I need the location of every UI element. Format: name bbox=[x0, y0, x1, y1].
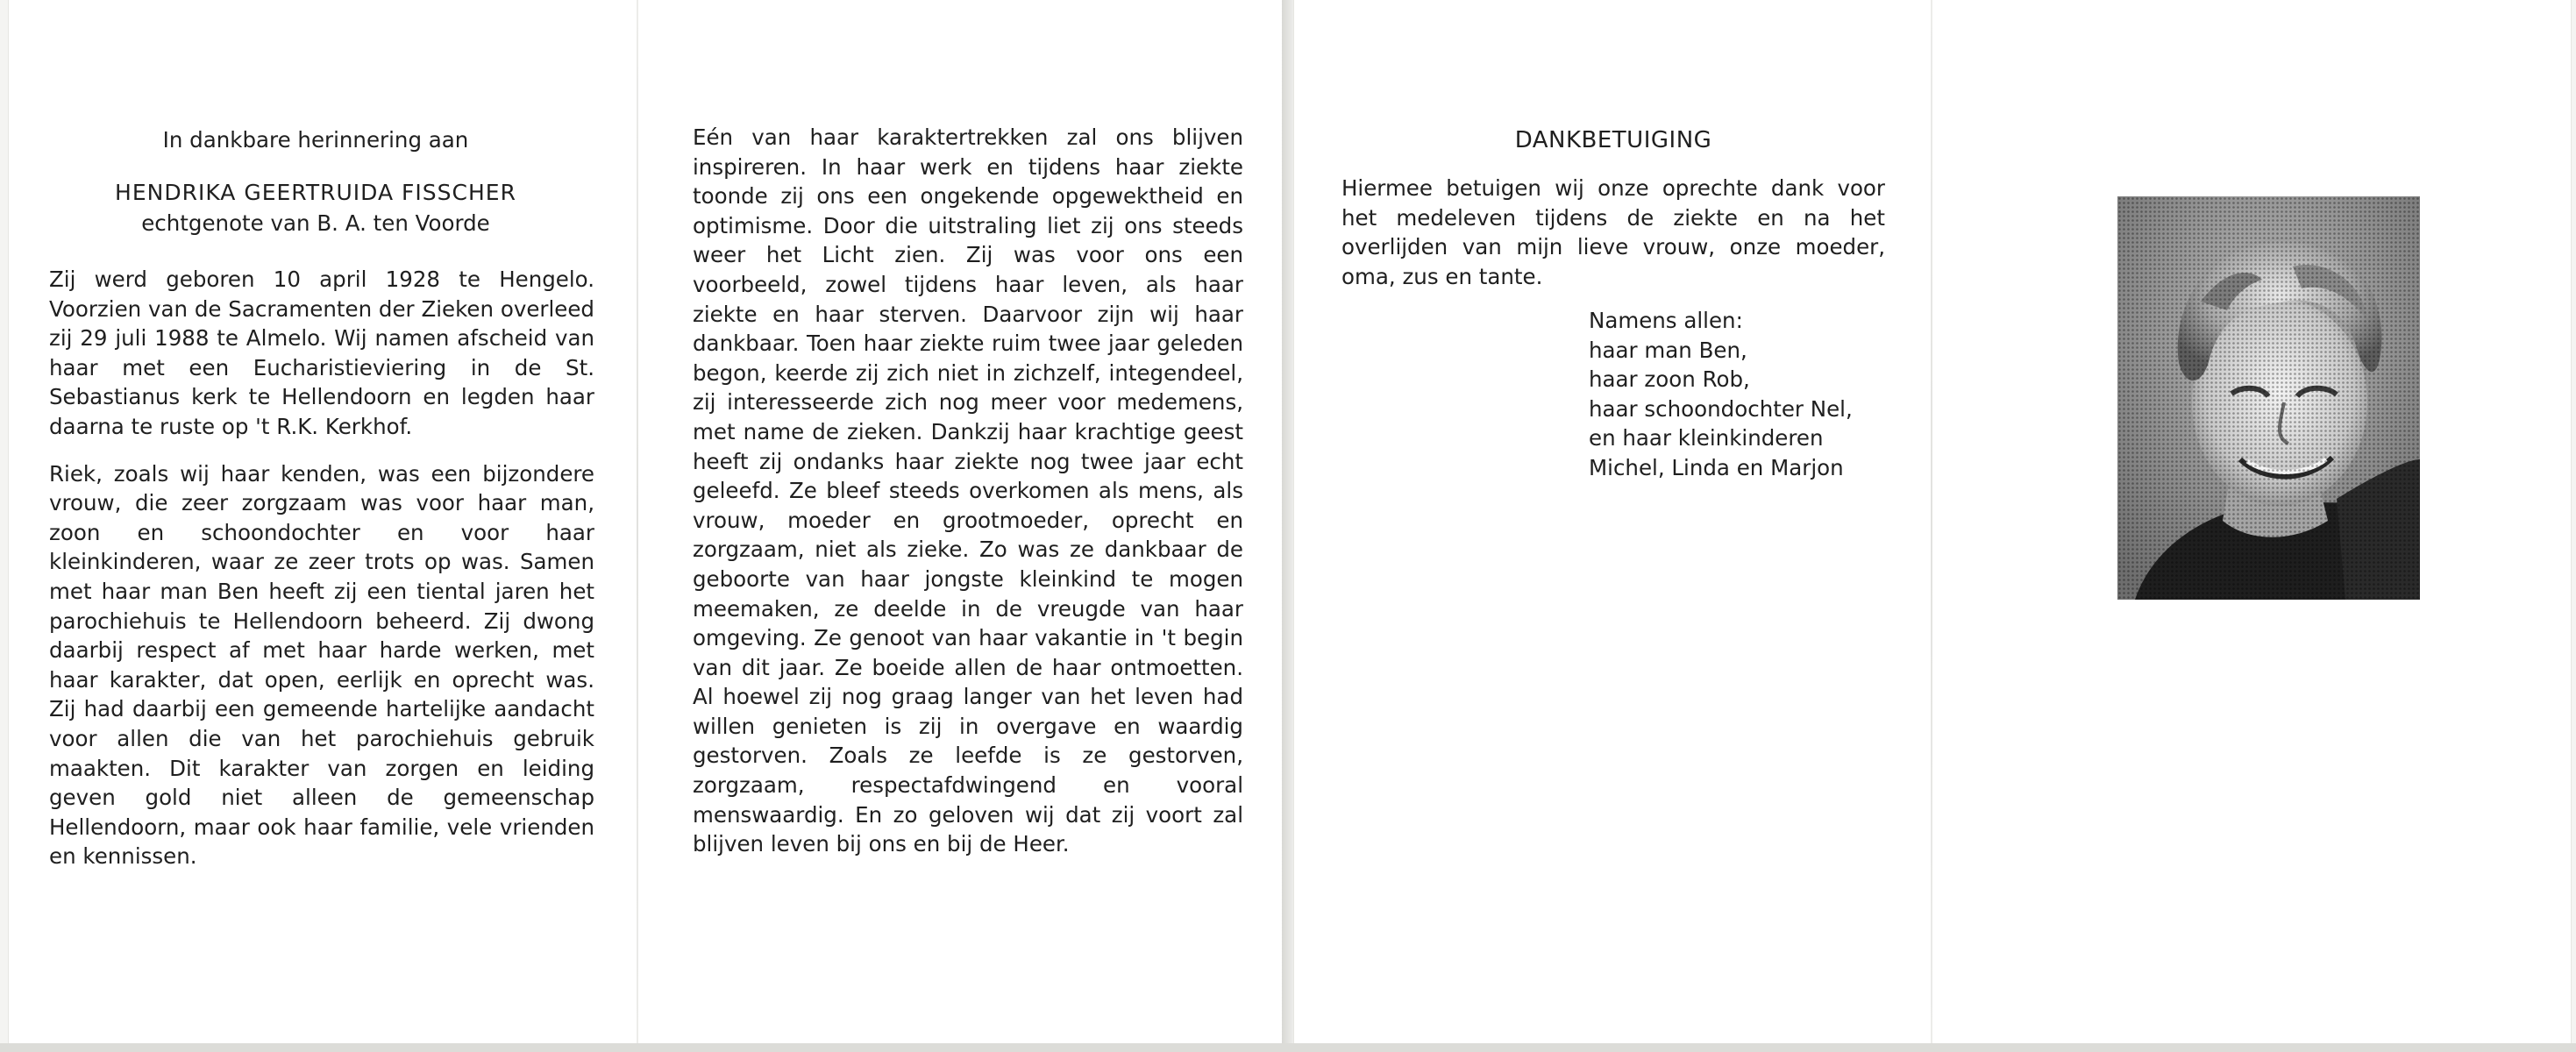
thanks-paragraph: Hiermee betuigen wij onze oprechte dank voor het medeleven tijdens de ziekte en na het overlijden van mijn lieve vrouw, onze moeder, oma, zus en tante. bbox=[1341, 175, 1885, 289]
signatory-line: Michel, Linda en Marjon bbox=[1589, 454, 1844, 480]
signatory-line: haar zoon Rob, bbox=[1589, 366, 1750, 393]
spouse-line: echtgenote van B. A. ten Voorde bbox=[141, 210, 490, 236]
biography-paragraph: Eén van haar karaktertrekken zal ons blijven inspireren. In haar werk en tijdens haar ziekte toonde zij ons een ongekende opgewektheid en optimisme. Door die uitstraling liet zij ons steeds weer het Licht zien. Zij was voor ons een voorbeeld, zowel tijdens haar leven, als haar ziekte en haar sterven. Daarvoor zijn wij haar dankbaar. Toen haar ziekte ruim twee jaar geleden begon, keerde zij zich niet in zichzelf, integendeel, zij interesseerde zich nog meer voor medemens, met name de zieken. Dankzij haar krachtige geest heeft zij ondanks haar ziekte nog twee jaar echt geleefd. Ze bleef steeds overkomen als mens, als vrouw, moeder en grootmoeder, oprecht en zorgzaam, niet als zieke. Zo was ze dankbaar de geboorte van haar jongste kleinkind te mogen meemaken, ze deelde in de vreugde van haar omgeving. Ze genoot van haar vakantie in 't begin van dit jaar. Ze boeide allen de haar ontmoetten. Al hoewel zij nog graag langer van het leven had willen genieten is zij in overgave en waardig gestorven. Zoals ze leefde is ze gestorven, zorgzaam, respectafdwingend en vooral menswaardig. En zo geloven wij dat zij voort zal blijven leven bij ons en bij de Heer. bbox=[693, 124, 1243, 857]
intro-line: In dankbare herinnering aan bbox=[162, 127, 469, 153]
signatory-line: haar man Ben, bbox=[1589, 337, 1747, 363]
signatory-line: en haar kleinkinderen bbox=[1589, 425, 1824, 451]
signatory-line: haar schoondochter Nel, bbox=[1589, 395, 1853, 422]
biography-column-1 bbox=[49, 265, 594, 871]
thanks-text bbox=[1341, 174, 1885, 291]
biography-paragraph: Zij werd geboren 10 april 1928 te Hengelo. Voorzien van de Sacramenten der Zieken overleed zij 29 juli 1988 te Almelo. Wij namen afscheid van haar met een Eucharistieviering in de St. Sebastianus kerk te Hellendoorn en legden haar daarna te ruste op 't R.K. Kerkhof. bbox=[49, 267, 594, 439]
card-gap-shadow bbox=[1282, 0, 1294, 1043]
scan-background bbox=[0, 1043, 2576, 1052]
thanks-title: DANKBETUIGING bbox=[1514, 127, 1712, 153]
portrait-illustration bbox=[2117, 196, 2420, 600]
card-fold-line bbox=[637, 0, 638, 1043]
card-fold-line bbox=[1931, 0, 1932, 1043]
biography-column-2 bbox=[693, 123, 1243, 859]
signatory-line: Namens allen: bbox=[1589, 308, 1743, 333]
portrait-photo bbox=[2117, 196, 2420, 600]
biography-paragraph: Riek, zoals wij haar kenden, was een bijzondere vrouw, die zeer zorgzaam was voor haar man, zoon en schoondochter en voor haar kleinkinderen, waar ze zeer trots op was. Samen met haar man Ben heeft zij een tiental jaren het parochiehuis te Hellendoorn beheerd. Zij dwong daarbij respect af met haar harde werken, met haar karakter, dat open, eerlijk en oprecht was. Zij had daarbij een gemeende hartelijke aandacht voor allen die van het parochiehuis gebruik maakten. Dit karakter van zorgen en leiding geven gold niet alleen de gemeenschap Hellendoorn, maar ook haar familie, vele vrienden en kennissen. bbox=[49, 460, 594, 870]
deceased-name: HENDRIKA GEERTRUIDA FISSCHER bbox=[115, 180, 516, 205]
signatories bbox=[1589, 306, 1939, 483]
